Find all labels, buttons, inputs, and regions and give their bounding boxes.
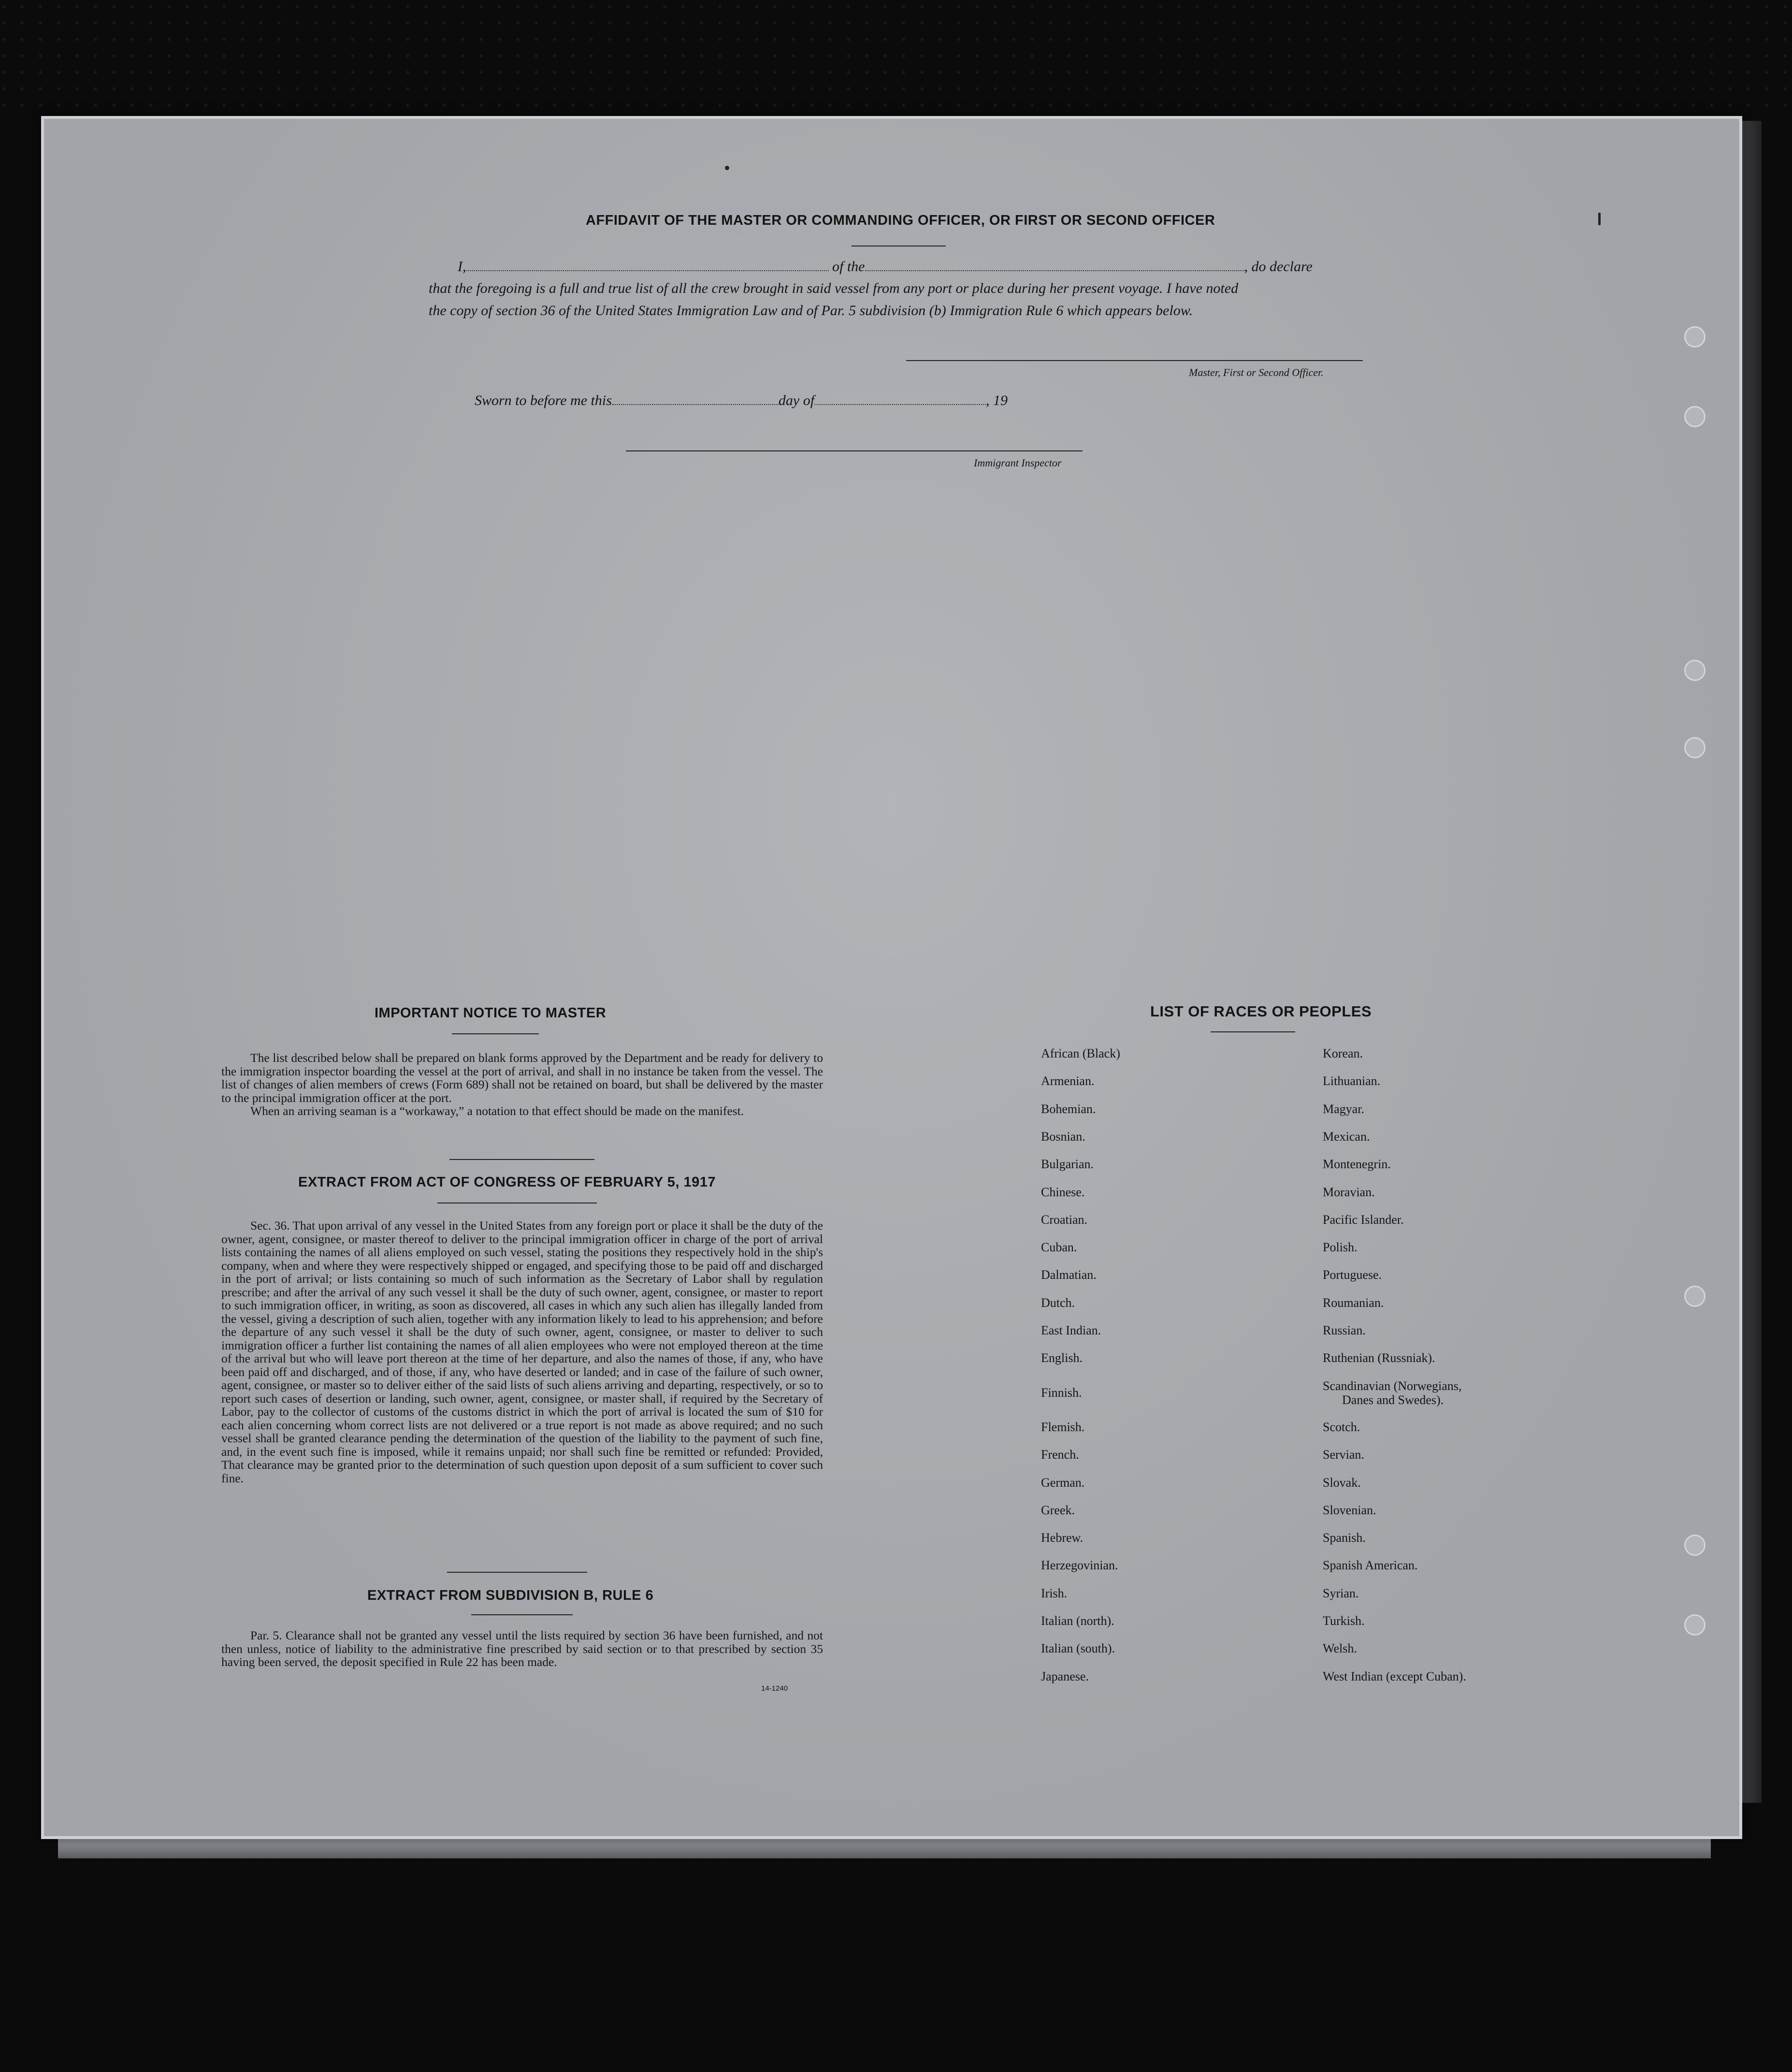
race-right-item: Montenegrin. bbox=[1323, 1157, 1391, 1171]
act-extract-body bbox=[221, 1219, 823, 1485]
act-extract-title: EXTRACT FROM ACT OF CONGRESS OF FEBRUARY 5, 1917 bbox=[298, 1174, 716, 1190]
race-left-item: Croatian. bbox=[1041, 1213, 1088, 1227]
race-left-item: Irish. bbox=[1041, 1586, 1068, 1600]
master-signature-label: Master, First or Second Officer. bbox=[1189, 366, 1324, 378]
race-right-item: Scotch. bbox=[1323, 1420, 1360, 1434]
race-left-item: Bohemian. bbox=[1041, 1102, 1096, 1116]
declare-label: , do declare bbox=[1244, 259, 1313, 275]
document-page bbox=[41, 116, 1742, 1839]
of-the-label: of the bbox=[832, 259, 865, 275]
punch-hole bbox=[1684, 1614, 1705, 1636]
rule-rule-top bbox=[447, 1572, 587, 1573]
affidavit-line2: that the foregoing is a full and true list of all the crew brought in said vessel from any port or place during her present voyage. I have noted bbox=[429, 280, 1239, 296]
race-left-item: Bulgarian. bbox=[1041, 1157, 1094, 1171]
race-left-item: East Indian. bbox=[1041, 1323, 1101, 1337]
declarant-name-field[interactable] bbox=[466, 270, 829, 271]
races-rule bbox=[1211, 1031, 1295, 1032]
race-left-item: Dalmatian. bbox=[1041, 1268, 1097, 1282]
race-left-item: Flemish. bbox=[1041, 1420, 1085, 1434]
race-right-item: Lithuanian. bbox=[1323, 1074, 1381, 1088]
sworn-month-field[interactable] bbox=[814, 404, 986, 405]
race-left-item: Armenian. bbox=[1041, 1074, 1095, 1088]
inspector-label: Immigrant Inspector bbox=[974, 457, 1062, 469]
sworn-line bbox=[475, 392, 1008, 409]
races-title: LIST OF RACES OR PEOPLES bbox=[1150, 1003, 1372, 1020]
race-right-item: Scandinavian (Norwegians, bbox=[1323, 1379, 1462, 1393]
race-right-item: West Indian (except Cuban). bbox=[1323, 1669, 1466, 1683]
declarant-label: I, bbox=[458, 259, 466, 275]
vessel-name-field[interactable] bbox=[865, 270, 1244, 271]
race-left-item: English. bbox=[1041, 1351, 1083, 1365]
race-right-item: Turkish. bbox=[1323, 1614, 1365, 1628]
page-stack-bottom bbox=[58, 1839, 1711, 1858]
race-left-item: Dutch. bbox=[1041, 1296, 1075, 1310]
notice-title: IMPORTANT NOTICE TO MASTER bbox=[375, 1005, 607, 1021]
race-left-item: Hebrew. bbox=[1041, 1531, 1084, 1545]
race-right-item: Slovenian. bbox=[1323, 1503, 1376, 1517]
race-right-item: Moravian. bbox=[1323, 1185, 1375, 1199]
punch-hole bbox=[1684, 1535, 1705, 1556]
race-left-item: Bosnian. bbox=[1041, 1130, 1085, 1144]
affidavit-line1 bbox=[458, 259, 1313, 275]
rule-rule-bottom bbox=[471, 1614, 573, 1615]
notice-body bbox=[221, 1051, 823, 1118]
race-right-item: Korean. bbox=[1323, 1046, 1363, 1060]
speck bbox=[725, 166, 729, 170]
race-right-item: Russian. bbox=[1323, 1323, 1366, 1337]
race-right-item: Slovak. bbox=[1323, 1476, 1361, 1490]
race-right-item: Welsh. bbox=[1323, 1641, 1357, 1655]
race-left-item: Chinese. bbox=[1041, 1185, 1085, 1199]
punch-hole bbox=[1684, 406, 1705, 427]
race-right-item: Mexican. bbox=[1323, 1130, 1370, 1144]
film-border bbox=[0, 0, 1792, 111]
notice-paragraph: When an arriving seaman is a “workaway,” a notation to that effect should be made on the manifest. bbox=[250, 1104, 744, 1118]
race-left-item: Greek. bbox=[1041, 1503, 1075, 1517]
punch-hole bbox=[1684, 660, 1705, 681]
notice-paragraph: The list described below shall be prepared on blank forms approved by the Department and be ready for delivery to the immigration inspector boarding the vessel at the port of arrival, and shall in no instance be taken from the vessel. The list of changes of alien members of crews (Form 689) shall not be retained on board, but shall be delivered by the master to the principal immigration officer at the port. bbox=[221, 1051, 823, 1105]
sworn-prefix: Sworn to before me this bbox=[475, 392, 612, 408]
race-left-item: Italian (north). bbox=[1041, 1614, 1114, 1628]
race-right-item: Portuguese. bbox=[1323, 1268, 1382, 1282]
race-right-item: Pacific Islander. bbox=[1323, 1213, 1404, 1227]
race-left-item: Finnish. bbox=[1041, 1386, 1082, 1400]
race-left-item: Herzegovinian. bbox=[1041, 1558, 1118, 1572]
punch-hole bbox=[1684, 326, 1705, 348]
affidavit-line3: the copy of section 36 of the United States Immigration Law and of Par. 5 subdivision (b) Immigration Rule 6 which appears below. bbox=[429, 303, 1193, 319]
notice-rule bbox=[452, 1033, 539, 1034]
race-right-item: Servian. bbox=[1323, 1448, 1364, 1462]
race-right-item: Spanish. bbox=[1323, 1531, 1366, 1545]
rule-extract-title: EXTRACT FROM SUBDIVISION B, RULE 6 bbox=[367, 1588, 654, 1603]
race-right-item: Ruthenian (Russniak). bbox=[1323, 1351, 1435, 1365]
race-left-item: Cuban. bbox=[1041, 1240, 1077, 1254]
act-rule-top bbox=[449, 1159, 594, 1160]
race-right-item: Syrian. bbox=[1323, 1586, 1359, 1600]
race-left-item: Italian (south). bbox=[1041, 1641, 1115, 1655]
race-right-item: Magyar. bbox=[1323, 1102, 1364, 1116]
rule-extract-body bbox=[221, 1629, 823, 1669]
race-left-item: Japanese. bbox=[1041, 1669, 1089, 1683]
sworn-day-of: day of bbox=[778, 392, 815, 408]
race-left-item: African (Black) bbox=[1041, 1046, 1120, 1060]
master-signature-line[interactable] bbox=[906, 360, 1363, 361]
punch-hole bbox=[1684, 1286, 1705, 1307]
inspector-signature-line[interactable] bbox=[626, 450, 1083, 451]
affidavit-title: AFFIDAVIT OF THE MASTER OR COMMANDING OFFICER, OR FIRST OR SECOND OFFICER bbox=[586, 213, 1215, 228]
race-right-item: Roumanian. bbox=[1323, 1296, 1384, 1310]
race-left-item: German. bbox=[1041, 1476, 1085, 1490]
sworn-year: , 19 bbox=[986, 392, 1008, 408]
punch-hole bbox=[1684, 737, 1705, 758]
race-right-item: Spanish American. bbox=[1323, 1558, 1418, 1572]
race-right-item: Polish. bbox=[1323, 1240, 1358, 1254]
sworn-day-field[interactable] bbox=[612, 404, 779, 405]
form-number: 14-1240 bbox=[761, 1684, 788, 1693]
race-left-item: French. bbox=[1041, 1448, 1079, 1462]
race-right-item: Danes and Swedes). bbox=[1342, 1393, 1444, 1407]
act-paragraph: Sec. 36. That upon arrival of any vessel in the United States from any foreign port or place it shall be the duty of the owner, agent, consignee, or master thereof to deliver to the principal immigration officer in charge of the port of arrival lists containing the names of all aliens employed on such vessel, stating the positions they respectively hold in the ship's company, when and where they were respectively shipped or engaged, and specifying those to be paid off and discharged in the port of arrival; or lists containing so much of such information as the Secretary of Labor shall by regulation prescribe; and after the arrival of any such vessel it shall be the duty of such owner, agent, consignee, or master to report to such immigration officer, in writing, as soon as discovered, all cases in which any such alien has illegally landed from the vessel, giving a description of such alien, together with any information likely to lead to his apprehension; and before the departure of any such vessel it shall be the duty of such owner, agent, consignee, or master to deliver to such immigration officer a further list containing the names of all alien employees who were not employed thereon at the time of the arrival but who will leave port thereon at the time of her departure, and also the names of those, if any, who have been paid off and discharged, and of those, if any, who have deserted or landed; and in case of the failure of such owner, agent, consignee, or master so to deliver either of the said lists of such aliens arriving and departing, respectively, or so to report such cases of desertion or landing, such owner, agent, consignee, or master shall, if required by the Secretary of Labor, pay to the collector of customs of the customs district in which the port of arrival is located the sum of $10 for each alien concerning whom correct lists are not delivered or a true report is not made as above required; and no such vessel shall be granted clearance pending the determination of the question of the liability to the payment of such fine, and, in the event such fine is imposed, while it remains unpaid; nor shall such fine be remitted or refunded: Provided, That clearance may be granted prior to the determination of such question upon deposit of a sum sufficient to cover such fine. bbox=[221, 1218, 823, 1485]
speck bbox=[1598, 213, 1601, 225]
rule-paragraph: Par. 5. Clearance shall not be granted any vessel until the lists required by section 36 have been furnished, and not then unless, notice of liability to the administrative fine prescribed by said section or to that prescribed by section 35 having been served, the deposit specified in Rule 22 has been made. bbox=[221, 1628, 823, 1669]
